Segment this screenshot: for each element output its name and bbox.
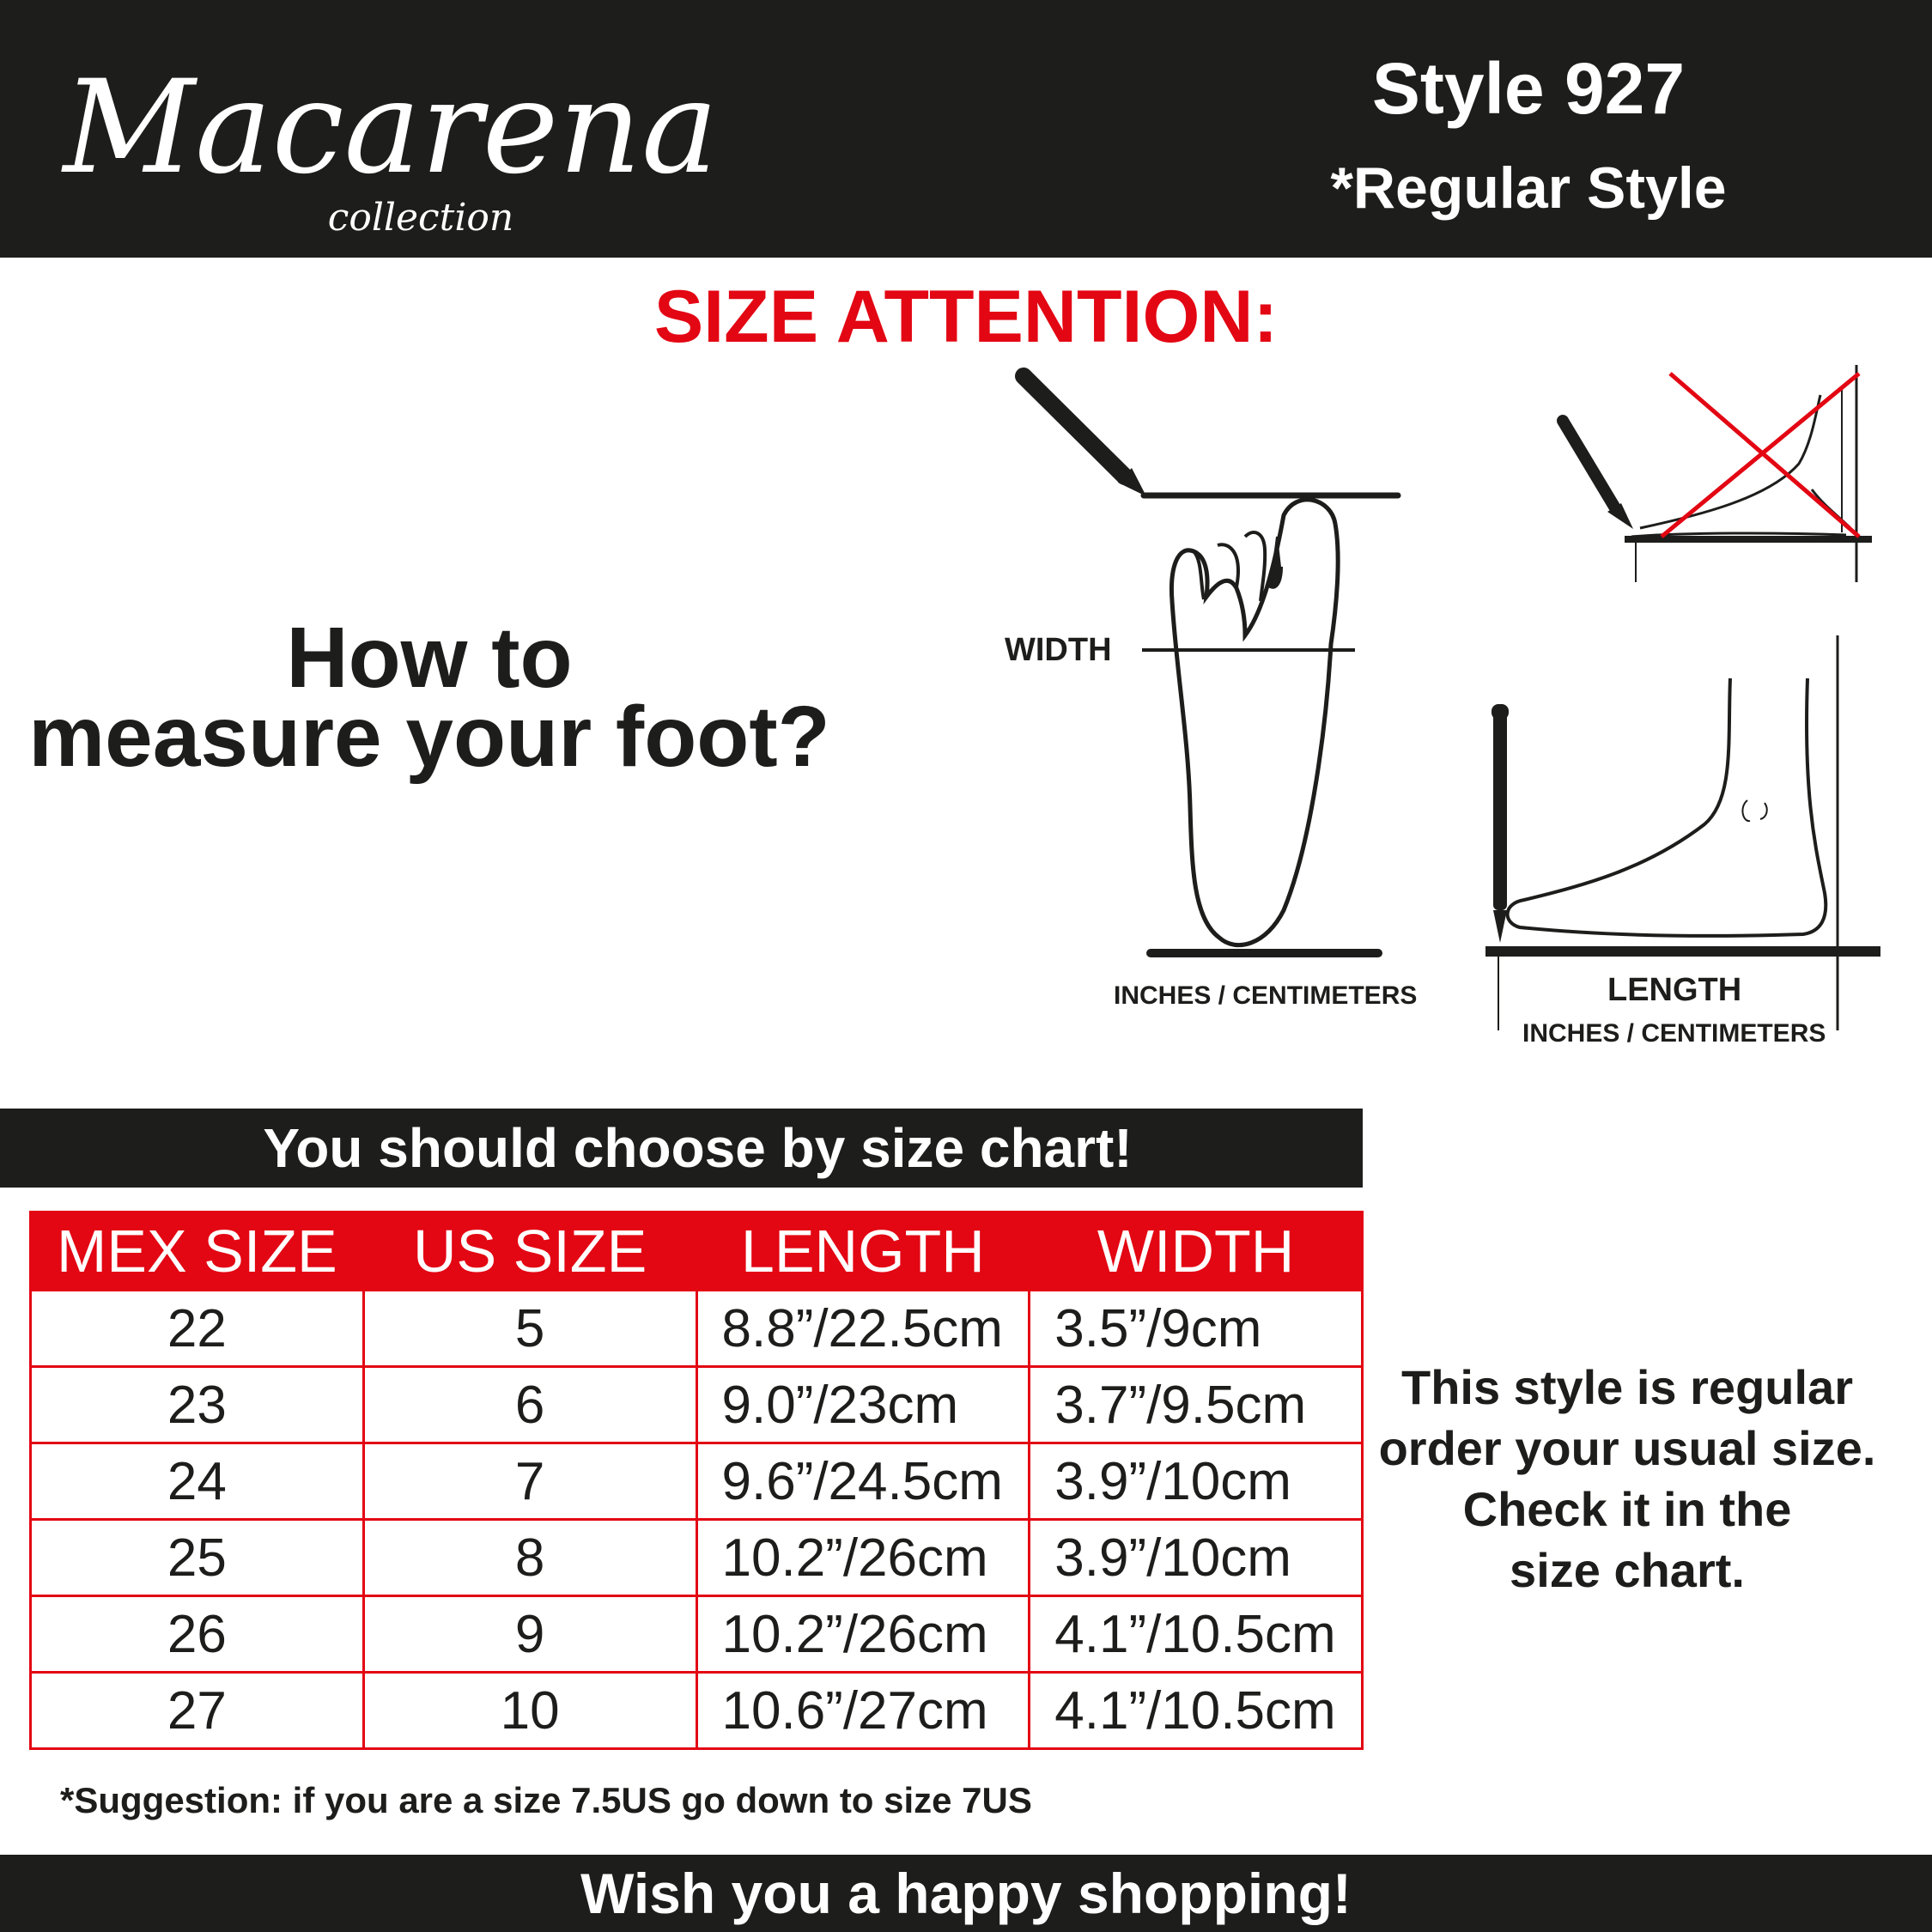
length-cell: 10.6”/27cm	[696, 1673, 1030, 1749]
note-line-1: This style is regular	[1401, 1360, 1853, 1414]
footer-message: Wish you a happy shopping!	[580, 1862, 1352, 1925]
brand-subtitle: collection	[327, 196, 514, 240]
us-size-cell: 8	[363, 1520, 696, 1596]
note-line-2: order your usual size.	[1378, 1421, 1876, 1475]
note-line-3: Check it in the	[1462, 1482, 1792, 1536]
us-size-cell: 5	[363, 1291, 696, 1367]
width-cell: 3.9”/10cm	[1030, 1443, 1363, 1520]
size-attention-heading: SIZE ATTENTION:	[653, 276, 1279, 358]
width-cell: 4.1”/10.5cm	[1030, 1673, 1363, 1749]
how-to-measure-heading	[17, 610, 841, 785]
mex-size-cell: 25	[31, 1520, 364, 1596]
length-cell: 8.8”/22.5cm	[696, 1291, 1030, 1367]
mex-size-cell: 23	[31, 1367, 364, 1443]
units-label-right: INCHES / CENTIMETERS	[1522, 1019, 1826, 1048]
how-to-line-1: How to	[286, 610, 573, 706]
pencil-icon	[1492, 704, 1509, 943]
pencil-icon	[1024, 376, 1146, 496]
width-cell: 3.9”/10cm	[1030, 1520, 1363, 1596]
width-cell: 4.1”/10.5cm	[1030, 1596, 1363, 1673]
length-cell: 9.6”/24.5cm	[696, 1443, 1030, 1520]
table-row	[31, 1673, 1363, 1749]
us-size-cell: 10	[363, 1673, 696, 1749]
length-cell: 10.2”/26cm	[696, 1520, 1030, 1596]
table-row	[31, 1596, 1363, 1673]
table-header-row	[31, 1212, 1363, 1291]
table-row	[31, 1520, 1363, 1596]
table-row	[31, 1367, 1363, 1443]
column-header-mex-size: MEX SIZE	[31, 1212, 364, 1291]
style-subtitle: *Regular Style	[1330, 155, 1727, 221]
size-chart-banner-text: You should choose by size chart!	[263, 1117, 1133, 1179]
pencil-icon	[1563, 421, 1633, 529]
mex-size-cell: 27	[31, 1673, 364, 1749]
us-size-cell: 9	[363, 1596, 696, 1673]
foot-top-view-illustration	[987, 361, 1434, 979]
brand-name: Macarena	[63, 53, 719, 203]
column-header-width: WIDTH	[1030, 1212, 1363, 1291]
length-label: LENGTH	[1607, 972, 1742, 1008]
regular-style-note	[1370, 1357, 1885, 1601]
mex-size-cell: 22	[31, 1291, 364, 1367]
length-cell: 9.0”/23cm	[696, 1367, 1030, 1443]
column-header-length: LENGTH	[696, 1212, 1030, 1291]
table-row	[31, 1443, 1363, 1520]
mex-size-cell: 26	[31, 1596, 364, 1673]
brand-logo	[63, 17, 719, 240]
size-suggestion: *Suggestion: if you are a size 7.5US go down to size 7US	[60, 1780, 1032, 1820]
style-title: Style 927	[1371, 48, 1686, 129]
column-header-us-size: US SIZE	[363, 1212, 696, 1291]
length-cell: 10.2”/26cm	[696, 1596, 1030, 1673]
width-cell: 3.7”/9.5cm	[1030, 1367, 1363, 1443]
mex-size-cell: 24	[31, 1443, 364, 1520]
width-cell: 3.5”/9cm	[1030, 1291, 1363, 1367]
wrong-method-illustration	[1554, 361, 1898, 584]
us-size-cell: 6	[363, 1367, 696, 1443]
table-row	[31, 1291, 1363, 1367]
how-to-line-2: measure your foot?	[28, 689, 830, 785]
units-label-left: INCHES / CENTIMETERS	[1114, 981, 1418, 1010]
note-line-4: size chart.	[1510, 1543, 1745, 1597]
width-label: WIDTH	[1005, 632, 1112, 668]
size-chart-table	[29, 1211, 1364, 1750]
us-size-cell: 7	[363, 1443, 696, 1520]
